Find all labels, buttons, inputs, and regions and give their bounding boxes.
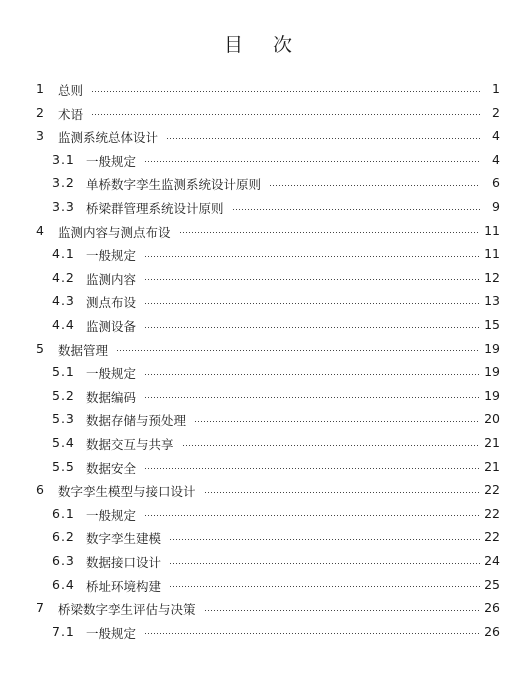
toc-entry-number: 4.3 [52,293,75,309]
toc-entry-page: 21 [484,458,500,474]
toc-entry[interactable] [0,338,516,360]
toc-entry[interactable] [0,432,516,454]
toc-leader-dots [269,181,480,189]
toc-entry-number: 7 [36,600,45,616]
toc-entry-page: 22 [484,505,500,521]
toc-entry-page: 21 [484,435,500,450]
toc-leader-dots [144,299,480,307]
toc-entry[interactable] [0,385,516,407]
toc-entry[interactable] [0,550,516,572]
toc-entry-number: 4.2 [52,269,75,285]
toc-entry-number: 7.1 [52,623,75,639]
toc-entry-page: 11 [484,222,500,238]
toc-entry[interactable] [0,172,516,194]
toc-entry-page: 2 [492,104,500,120]
toc-entry[interactable] [0,526,516,548]
toc-entry-label: 监测设备 [86,319,137,334]
toc-entry-page: 26 [484,623,500,639]
toc-entry-label: 测点布设 [86,295,137,311]
toc-entry-label: 监测系统总体设计 [58,130,159,146]
toc-entry-number: 6.2 [52,529,75,545]
toc-leader-dots [144,465,480,473]
toc-leader-dots [194,417,480,425]
toc-entry-number: 2 [36,104,45,120]
toc-entry-page: 11 [484,246,500,262]
toc-entry-page: 25 [484,576,500,592]
toc-entry[interactable] [0,243,516,265]
toc-entry-number: 3.2 [52,175,75,191]
toc-entry[interactable] [0,220,516,242]
toc-leader-dots [144,158,480,166]
toc-entry-label: 桥梁数字孪生评估与决策 [58,602,196,618]
toc-entry[interactable] [0,125,516,147]
toc-entry[interactable] [0,361,516,383]
toc-entry-page: 22 [484,482,500,498]
toc-entry-number: 3.1 [52,151,75,167]
toc-entry-label: 数据编码 [86,389,137,405]
toc-entry-label: 桥址环境构建 [86,578,162,594]
toc-entry-page: 19 [484,364,500,380]
toc-leader-dots [91,87,480,95]
toc-entry-page: 15 [484,317,500,332]
toc-entry[interactable] [0,456,516,478]
toc-leader-dots [144,512,480,520]
toc-entry-number: 5.4 [52,435,75,450]
toc-entry[interactable] [0,597,516,619]
toc-entry-page: 4 [492,151,500,167]
toc-entry-page: 4 [492,128,500,144]
toc-entry-page: 1 [492,81,500,96]
toc-entry-number: 6.3 [52,553,75,568]
toc-entry[interactable] [0,574,516,596]
toc-leader-dots [91,111,480,119]
toc-entry[interactable] [0,196,516,218]
toc-entry-label: 一般规定 [86,153,137,169]
toc-entry[interactable] [0,149,516,171]
toc-entry-number: 6.4 [52,576,75,592]
toc-entry[interactable] [0,290,516,312]
toc-entry-label: 数据管理 [58,342,109,358]
toc-entry-number: 5.5 [52,458,75,474]
toc-leader-dots [232,205,480,213]
toc-entry[interactable] [0,503,516,525]
toc-entry[interactable] [0,621,516,643]
toc-leader-dots [182,441,480,449]
toc-entry-page: 19 [484,387,500,403]
toc-leader-dots [169,535,480,543]
toc-leader-dots [169,583,480,591]
toc-leader-dots [166,134,480,142]
toc-entry-label: 数据交互与共享 [86,437,174,452]
toc-entry[interactable] [0,267,516,289]
toc-leader-dots [144,323,480,331]
toc-entry-label: 总则 [58,83,84,98]
toc-entry-page: 13 [484,293,500,309]
toc-entry-label: 桥梁群管理系统设计原则 [86,201,224,216]
toc-entry-number: 4.1 [52,246,75,262]
toc-entry-label: 数据存储与预处理 [86,413,187,429]
toc-leader-dots [116,347,480,355]
toc-entry-number: 3 [36,128,45,144]
toc-entry-page: 20 [484,411,500,427]
toc-entry-number: 4 [36,222,45,238]
toc-entry-page: 19 [484,340,500,356]
toc-entry-number: 3.3 [52,199,75,214]
toc-entry-label: 一般规定 [86,248,137,264]
toc-entry-number: 5.1 [52,364,75,380]
toc-entry-label: 监测内容与测点布设 [58,224,171,240]
toc-leader-dots [144,276,480,284]
toc-leader-dots [169,559,480,567]
toc-entry-page: 24 [484,553,500,568]
toc-entry[interactable] [0,408,516,430]
toc-entry-label: 数据安全 [86,460,137,476]
toc-entry-page: 6 [492,175,500,191]
toc-entry[interactable] [0,102,516,124]
toc-entry[interactable] [0,314,516,336]
toc-entry-number: 1 [36,81,45,96]
toc-leader-dots [204,488,480,496]
toc-entry-label: 一般规定 [86,625,137,641]
toc-title: 目 次 [223,34,305,56]
toc-entry-label: 术语 [58,106,84,122]
toc-entry-page: 22 [484,529,500,545]
toc-entry-number: 6 [36,482,45,498]
toc-entry-label: 单桥数字孪生监测系统设计原则 [86,177,262,193]
toc-entry-number: 5.2 [52,387,75,403]
toc-entry[interactable] [0,479,516,501]
toc-entry-page: 12 [484,269,500,285]
toc-leader-dots [144,394,480,402]
toc-entry[interactable] [0,78,516,100]
toc-entry-label: 数据接口设计 [86,555,162,570]
toc-entry-label: 一般规定 [86,507,137,523]
toc-leader-dots [144,370,480,378]
toc-leader-dots [144,252,480,260]
toc-leader-dots [179,229,480,237]
toc-entry-page: 26 [484,600,500,616]
toc-entry-number: 4.4 [52,317,75,332]
toc-entry-number: 6.1 [52,505,75,521]
toc-entry-label: 数字孪生建模 [86,531,162,547]
toc-entry-label: 一般规定 [86,366,137,382]
toc-entry-number: 5.3 [52,411,75,427]
toc-entry-label: 监测内容 [86,271,137,287]
toc-leader-dots [204,606,480,614]
toc-entry-label: 数字孪生模型与接口设计 [58,484,196,500]
toc-entry-number: 5 [36,340,45,356]
toc-entry-page: 9 [492,199,500,214]
toc-leader-dots [144,630,480,638]
